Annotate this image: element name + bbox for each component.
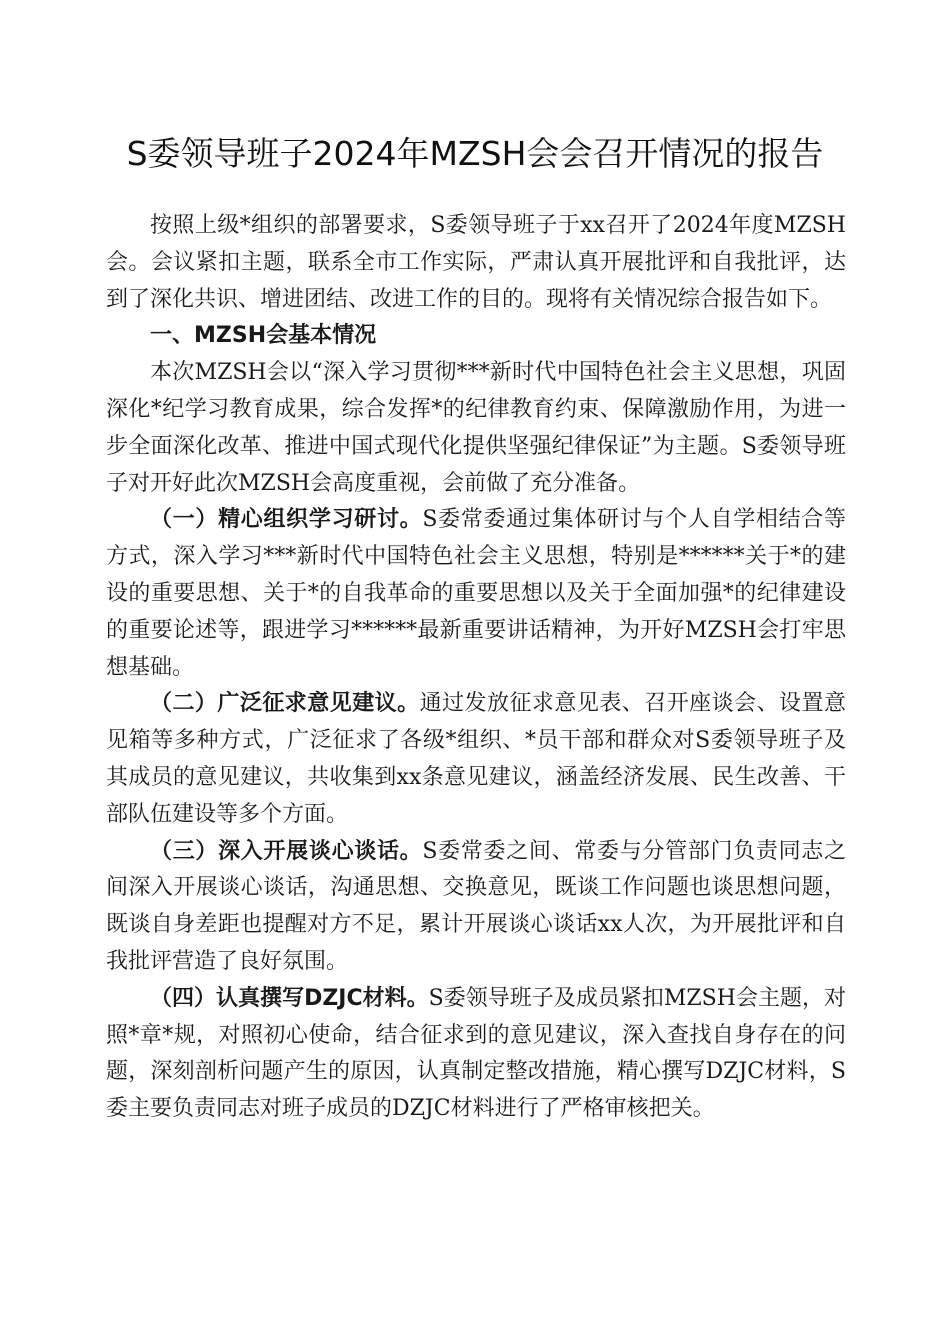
item-paragraph-talks bbox=[106, 834, 846, 981]
item-lead-materials: （四）认真撰写DZJC材料。 bbox=[150, 985, 429, 1011]
section-paragraph-basic-situation: 本次MZSH会以“深入学习贯彻***新时代中国特色社会主义思想，巩固深化*纪学习教育成果，综合发挥*的纪律教育约束、保障激励作用，为进一步全面深化改革、推进中国式现代化提供坚强纪律保证”为主题。S委领导班子对开好此次MZSH会高度重视，会前做了充分准备。 bbox=[106, 360, 846, 496]
intro-paragraph: 按照上级*组织的部署要求，S委领导班子于xx召开了2024年度MZSH会。会议紧扣主题，联系全市工作实际，严肃认真开展批评和自我批评，达到了深化共识、增进团结、改进工作的目的。现将有关情况综合报告如下。 bbox=[106, 213, 846, 312]
item-text-opinions: 通过发放征求意见表、召开座谈会、设置意见箱等多种方式，广泛征求了各级*组织、*员干部和群众对S委领导班子及其成员的意见建议，共收集到xx条意见建议，涵盖经济发展、民生改善、干部队伍建设等多个方面。 bbox=[106, 691, 846, 827]
item-lead-talks: （三）深入开展谈心谈话。 bbox=[150, 838, 423, 864]
item-paragraph-opinions bbox=[106, 686, 846, 833]
document-body bbox=[106, 208, 846, 1128]
document-title: S委领导班子2024年MZSH会会召开情况的报告 bbox=[126, 134, 824, 173]
item-paragraph-study bbox=[106, 502, 846, 686]
item-lead-study: （一）精心组织学习研讨。 bbox=[150, 507, 423, 533]
section-heading-basic-situation: 一、MZSH会基本情况 bbox=[150, 323, 377, 349]
item-text-talks: S委常委之间、常委与分管部门负责同志之间深入开展谈心谈话，沟通思想、交换意见，既谈工作问题也谈思想问题，既谈自身差距也提醒对方不足，累计开展谈心谈话xx人次，为开展批评和自我批评营造了良好氛围。 bbox=[106, 838, 846, 974]
item-lead-opinions: （二）广泛征求意见建议。 bbox=[150, 691, 420, 717]
item-text-materials: S委领导班子及成员紧扣MZSH会主题，对照*章*规，对照初心使命，结合征求到的意见建议，深入查找自身存在的问题，深刻剖析问题产生的原因，认真制定整改措施，精心撰写DZJC材料，S委主要负责同志对班子成员的DZJC材料进行了严格审核把关。 bbox=[106, 985, 846, 1122]
item-paragraph-materials bbox=[106, 981, 846, 1128]
item-text-study: S委常委通过集体研讨与个人自学相结合等方式，深入学习***新时代中国特色社会主义思想，特别是******关于*的建设的重要思想、关于*的自我革命的重要思想以及关于全面加强*的纪律建设的重要论述等，跟进学习******最新重要讲话精神，为开好MZSH会打牢思想基础。 bbox=[106, 507, 846, 680]
